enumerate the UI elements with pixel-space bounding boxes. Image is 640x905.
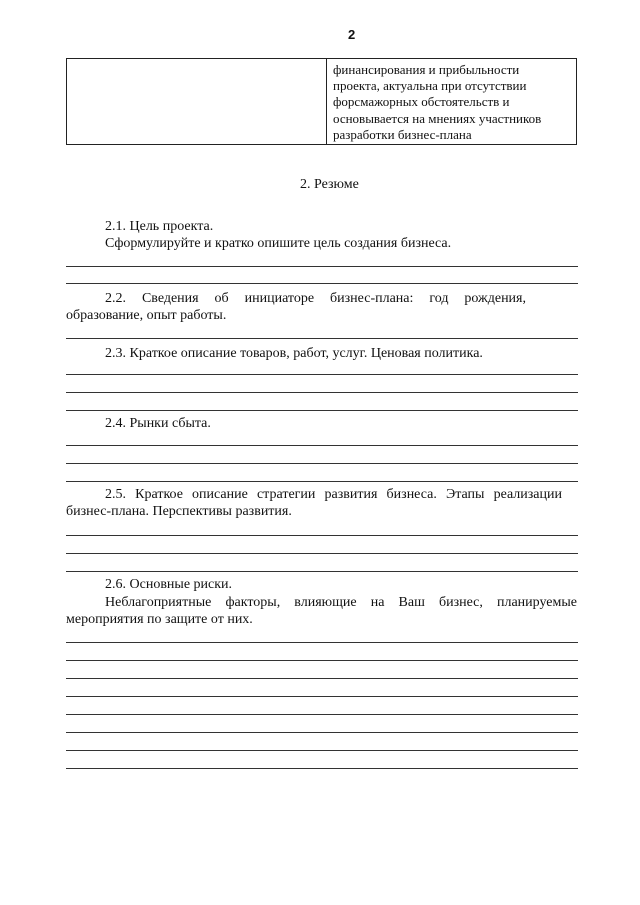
table-cell-line: форсмажорных обстоятельств и: [333, 94, 510, 109]
answer-line[interactable]: [66, 714, 578, 715]
answer-line[interactable]: [66, 571, 578, 572]
answer-line[interactable]: [66, 266, 578, 267]
answer-line[interactable]: [66, 535, 578, 536]
answer-line[interactable]: [66, 642, 578, 643]
answer-line[interactable]: [66, 481, 578, 482]
answer-line[interactable]: [66, 374, 578, 375]
answer-line[interactable]: [66, 283, 578, 284]
answer-line[interactable]: [66, 463, 578, 464]
section-2-1-text: Сформулируйте и кратко опишите цель создания бизнеса.: [105, 236, 452, 251]
answer-line[interactable]: [66, 732, 578, 733]
section-2-4-title: 2.4. Рынки сбыта.: [105, 416, 211, 431]
answer-line[interactable]: [66, 696, 578, 697]
answer-line[interactable]: [66, 660, 578, 661]
section-2-2-line1: 2.2. Сведения об инициаторе бизнес-плана: год рождения,: [105, 291, 526, 306]
table-cell-line: разработки бизнес-плана: [333, 127, 472, 142]
section-2-5-line2: бизнес-плана. Перспективы развития.: [66, 504, 292, 519]
answer-line[interactable]: [66, 768, 578, 769]
page-number: 2: [348, 27, 356, 42]
answer-line[interactable]: [66, 338, 578, 339]
section-2-6-line1: Неблагоприятные факторы, влияющие на Ваш бизнес, планируемые: [105, 595, 577, 610]
answer-line[interactable]: [66, 392, 578, 393]
table-cell-line: финансирования и прибыльности: [333, 62, 520, 77]
section-title: 2. Резюме: [300, 177, 359, 192]
answer-line[interactable]: [66, 553, 578, 554]
answer-line[interactable]: [66, 410, 578, 411]
section-2-1-title: 2.1. Цель проекта.: [105, 219, 214, 234]
section-2-5-line1: 2.5. Краткое описание стратегии развития бизнеса. Этапы реализации: [105, 487, 562, 502]
section-2-6-line2: мероприятия по защите от них.: [66, 612, 253, 627]
table-cell-line: основывается на мнениях участников: [333, 111, 542, 126]
answer-line[interactable]: [66, 750, 578, 751]
section-2-3-title: 2.3. Краткое описание товаров, работ, услуг. Ценовая политика.: [105, 346, 483, 361]
table-column-divider: [326, 58, 327, 145]
answer-line[interactable]: [66, 445, 578, 446]
table-cell-line: проекта, актуальна при отсутствии: [333, 78, 527, 93]
answer-line[interactable]: [66, 678, 578, 679]
section-2-2-line2: образование, опыт работы.: [66, 308, 227, 323]
section-2-6-title: 2.6. Основные риски.: [105, 577, 233, 592]
